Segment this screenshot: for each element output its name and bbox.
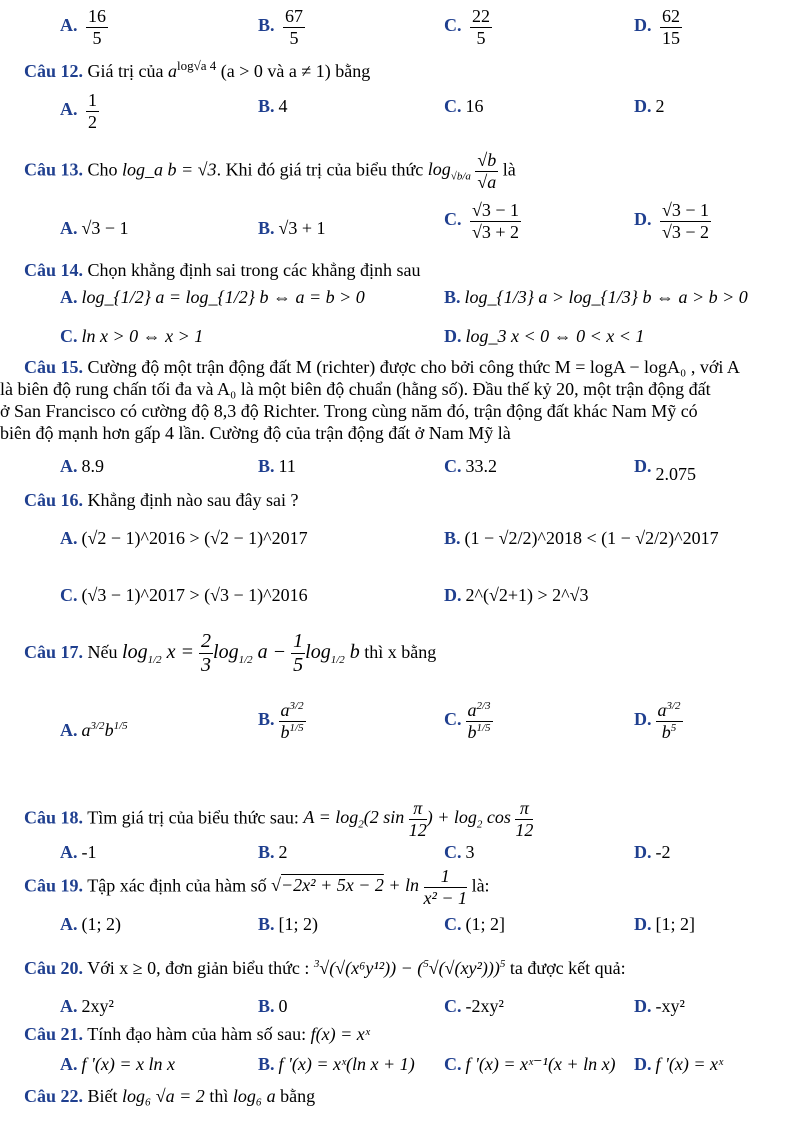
option-label: C.: [444, 914, 462, 934]
option-label: B.: [258, 842, 275, 862]
question-number: Câu 18.: [24, 807, 84, 828]
question-text: Khẳng định nào sau đây sai ?: [87, 490, 299, 510]
q16-option-d: [444, 585, 588, 606]
fraction-numerator: √3 − 1: [662, 200, 710, 220]
option-value: f '(x) = xˣ⁻¹(x + ln x): [465, 1054, 616, 1074]
question-number: Câu 20.: [24, 958, 84, 978]
q19-option-b: [258, 914, 318, 935]
q15-line-1: [24, 356, 784, 378]
question-text: biên độ mạnh hơn gấp 4 lần. Cường độ của trận động đất ở Nam Mỹ là: [0, 423, 511, 443]
option-value: 33.2: [465, 456, 497, 476]
given-expression: log₆ √a = 2: [122, 1086, 205, 1106]
question-text: Cường độ một trận động đất M (richter) được cho bởi công thức M = logA − logA₀ , với A: [87, 357, 740, 377]
question-13: [24, 150, 516, 192]
option-label: A.: [60, 996, 78, 1016]
question-number: Câu 22.: [24, 1086, 84, 1106]
question-12: [24, 58, 370, 82]
q16-option-c: [60, 585, 308, 606]
option-label: B.: [258, 15, 275, 36]
option-value: (√2 − 1)^2016 > (√2 − 1)^2017: [81, 528, 308, 548]
option-value: √3 + 1: [278, 218, 326, 238]
q11-option-a: [60, 6, 108, 48]
question-15: [0, 356, 784, 444]
option-value: log_3 x < 0 ⇔ 0 < x < 1: [465, 326, 645, 346]
q16-option-b: [444, 528, 719, 549]
option-value: [1; 2): [278, 914, 319, 934]
option-label: D.: [444, 585, 462, 605]
option-label: A.: [60, 1054, 78, 1074]
option-label: D.: [634, 96, 652, 116]
question-21: [24, 1024, 370, 1045]
option-value: 8.9: [81, 456, 104, 476]
option-label: C.: [444, 996, 462, 1016]
question-19: [24, 866, 490, 908]
option-value: (√3 − 1)^2017 > (√3 − 1)^2016: [81, 585, 308, 605]
option-value: -xy²: [655, 996, 685, 1016]
q20-option-b: [258, 996, 288, 1017]
option-label: A.: [60, 528, 78, 548]
q19-option-d: [634, 914, 695, 935]
q21-option-b: [258, 1054, 415, 1075]
q17-option-d: [634, 700, 683, 742]
condition: (a > 0 và a ≠ 1) bằng: [220, 61, 371, 81]
q19-option-a: [60, 914, 121, 935]
question-text: thì x bằng: [364, 642, 437, 663]
question-number: Câu 15.: [24, 357, 84, 377]
q13-option-c: [444, 200, 521, 242]
option-value: log_{1/3} a > log_{1/3} b ⇔ a > b > 0: [464, 287, 748, 307]
option-value: $\frac{a^{2/3}}{b^{1/5}}$: [467, 700, 491, 742]
option-value: (1 − √2/2)^2018 < (1 − √2/2)^2017: [464, 528, 719, 548]
q13-option-a: [60, 218, 129, 239]
q17-option-a: [60, 720, 128, 741]
question-22: [24, 1086, 315, 1107]
fraction-numerator: 62: [662, 6, 680, 26]
fraction-denominator: √3 + 2: [472, 221, 520, 242]
option-label: A.: [60, 456, 78, 476]
option-label: B.: [258, 709, 275, 730]
q14-option-a: [60, 287, 365, 308]
question-text: thì: [209, 1086, 229, 1106]
q14-option-b: [444, 287, 748, 308]
fraction-numerator: 22: [472, 6, 490, 26]
q14-option-c: [60, 326, 203, 347]
question-16: [24, 490, 298, 511]
q21-option-a: [60, 1054, 175, 1075]
question-number: Câu 19.: [24, 875, 84, 896]
expression: $A = \log_2(2$ sin $\frac{\pi}{12}$ ) + $\log_2 \cos$ $\frac{\pi}{12}$: [303, 798, 534, 840]
q18-option-b: [258, 842, 288, 863]
option-value: 2.075: [655, 464, 696, 484]
option-value: -2: [655, 842, 671, 862]
option-value: f '(x) = xˣ(ln x + 1): [278, 1054, 415, 1074]
fraction-numerator: 1: [88, 90, 97, 110]
question-number: Câu 13.: [24, 159, 84, 180]
option-label: B.: [258, 914, 275, 934]
q12-option-b: [258, 96, 288, 117]
q18-option-d: [634, 842, 671, 863]
option-label: C.: [444, 15, 462, 36]
power-exponent: log√a 4: [176, 58, 217, 73]
q11-option-d: [634, 6, 682, 48]
option-label: D.: [634, 456, 652, 476]
fraction-denominator: √3 − 2: [662, 221, 710, 242]
option-label: A.: [60, 720, 78, 740]
question-number: Câu 12.: [24, 61, 84, 81]
question-number: Câu 21.: [24, 1024, 84, 1044]
option-value: √3 − 1: [81, 218, 129, 238]
q13-option-d: [634, 200, 711, 242]
question-text: ta được kết quả:: [509, 958, 626, 978]
q14-option-d: [444, 326, 644, 347]
option-value: 2xy²: [81, 996, 114, 1016]
question-number: Câu 16.: [24, 490, 84, 510]
option-value: $\frac{a^{3/2}}{b^{1/5}}$: [280, 700, 304, 742]
question-text: Nếu: [87, 642, 118, 663]
radical-expression: $^3√(√(x^6y^{12})) - (^5√(√(xy^2)))^5$: [313, 958, 506, 978]
function-expression: f(x) = xˣ: [310, 1024, 370, 1044]
option-value: ln x > 0 ⇔ x > 1: [81, 326, 204, 346]
option-label: C.: [60, 585, 78, 605]
q17-option-b: [258, 700, 306, 742]
q21-option-d: [634, 1054, 723, 1075]
option-label: C.: [444, 842, 462, 862]
option-label: B.: [258, 996, 275, 1016]
option-value: (1; 2]: [465, 914, 505, 934]
option-label: D.: [634, 1054, 652, 1074]
q15-option-a: [60, 456, 104, 477]
option-value: 2^(√2+1) > 2^√3: [465, 585, 589, 605]
option-label: B.: [444, 528, 461, 548]
option-label: C.: [444, 456, 462, 476]
q21-option-c: [444, 1054, 616, 1075]
fraction-denominator: 2: [88, 111, 97, 132]
question-number: Câu 14.: [24, 260, 84, 280]
log-argument: $\frac{√b}{√a}$: [477, 150, 497, 192]
q13-option-b: [258, 218, 326, 239]
power-base: a: [167, 61, 177, 81]
q11-option-b: [258, 6, 305, 48]
question-text: là biên độ rung chấn tối đa và A₀ là một biên độ chuẩn (hằng số). Đầu thế kỷ 20, một trận động đất: [0, 379, 711, 399]
option-value: log_{1/2} a = log_{1/2} b ⇔ a = b > 0: [81, 287, 365, 307]
q15-option-b: [258, 456, 296, 477]
option-label: B.: [258, 218, 275, 238]
option-value: -2xy²: [465, 996, 504, 1016]
question-text: Tính đạo hàm của hàm số sau:: [87, 1024, 307, 1044]
q20-option-d: [634, 996, 685, 1017]
q18-option-c: [444, 842, 475, 863]
fraction-denominator: 5: [92, 27, 102, 48]
option-value: 3: [465, 842, 475, 862]
fraction-numerator: 16: [88, 6, 106, 26]
option-label: D.: [634, 209, 652, 230]
option-value: (1; 2): [81, 914, 121, 934]
option-label: C.: [444, 96, 462, 116]
option-label: A.: [60, 218, 78, 238]
question-text: Với x ≥ 0, đơn giản biểu thức :: [87, 958, 310, 978]
q20-option-c: [444, 996, 504, 1017]
option-label: D.: [634, 996, 652, 1016]
q16-option-a: [60, 528, 308, 549]
question-number: Câu 17.: [24, 642, 84, 663]
question-text: bằng: [280, 1086, 316, 1106]
option-label: A.: [60, 15, 78, 36]
option-label: D.: [634, 15, 652, 36]
q15-option-d: [634, 456, 696, 484]
q17-option-c: [444, 700, 493, 742]
fraction-denominator: 15: [662, 27, 680, 48]
question-17: [24, 630, 436, 677]
q11-option-c: [444, 6, 492, 48]
option-label: C.: [444, 209, 462, 230]
question-20: [24, 958, 626, 979]
question-text: Tìm giá trị của biểu thức sau:: [87, 807, 299, 828]
log-expression: $\log_{√b/a}$: [427, 159, 471, 183]
option-value: f '(x) = x ln x: [81, 1054, 175, 1074]
option-value: 16: [465, 96, 484, 116]
option-value: $\frac{a^{3/2}}{b^5}$: [657, 700, 681, 742]
option-label: D.: [634, 914, 652, 934]
q20-option-a: [60, 996, 114, 1017]
q18-option-a: [60, 842, 97, 863]
asked-expression: log₆ a: [232, 1086, 276, 1106]
option-value: 2: [278, 842, 288, 862]
option-label: A.: [60, 914, 78, 934]
option-label: A.: [60, 842, 78, 862]
question-text: là: [502, 159, 516, 180]
fraction-numerator: √3 − 1: [472, 200, 520, 220]
q15-option-c: [444, 456, 497, 477]
question-text: Biết: [87, 1086, 118, 1106]
question-text: Tập xác định của hàm số: [87, 875, 267, 896]
question-text: ở San Francisco có cường độ 8,3 độ Richter. Trong cùng năm đó, trận động đất khác Nam Mỹ có: [0, 401, 698, 421]
question-text: Giá trị của: [87, 61, 164, 81]
fraction-numerator: 67: [285, 6, 304, 26]
option-value: 4: [278, 96, 288, 116]
equation: $\log_{1/2} x$ = $\frac{2}{3}$ $\log_{1/2} a$ − $\frac{1}{5}$ $\log_{1/2} b$: [122, 630, 360, 676]
question-text: là:: [471, 875, 490, 896]
option-label: A.: [60, 287, 78, 307]
option-value: f '(x) = xˣ: [655, 1054, 724, 1074]
option-value: 2: [655, 96, 665, 116]
q12-option-d: [634, 96, 665, 117]
option-value: $a^{3/2}b^{1/5}$: [81, 720, 128, 740]
option-value: [1; 2]: [655, 914, 695, 934]
question-18: [24, 798, 533, 840]
option-label: D.: [444, 326, 462, 346]
option-label: C.: [444, 1054, 462, 1074]
q12-option-c: [444, 96, 484, 117]
option-label: B.: [444, 287, 461, 307]
option-label: B.: [258, 456, 275, 476]
option-label: D.: [634, 709, 652, 730]
option-value: 0: [278, 996, 288, 1016]
q12-option-a: [60, 90, 99, 132]
option-label: A.: [60, 99, 78, 120]
question-14: [24, 260, 420, 281]
q19-option-c: [444, 914, 505, 935]
fraction-denominator: 5: [476, 27, 486, 48]
option-value: -1: [81, 842, 97, 862]
option-label: B.: [258, 1054, 275, 1074]
fraction-denominator: 5: [289, 27, 299, 48]
option-label: C.: [60, 326, 78, 346]
option-label: B.: [258, 96, 275, 116]
question-text: Chọn khẳng định sai trong các khẳng định sau: [87, 260, 421, 280]
given-expression: log_a b = √3: [122, 159, 217, 180]
question-text: . Khi đó giá trị của biểu thức: [216, 159, 424, 180]
function-expression: √−2x² + 5x − 2 + ln $\frac{1}{\text{x² − 1}}$: [271, 866, 468, 908]
option-value: 11: [278, 456, 296, 476]
option-label: C.: [444, 709, 462, 730]
option-label: D.: [634, 842, 652, 862]
question-text: Cho: [87, 159, 118, 180]
